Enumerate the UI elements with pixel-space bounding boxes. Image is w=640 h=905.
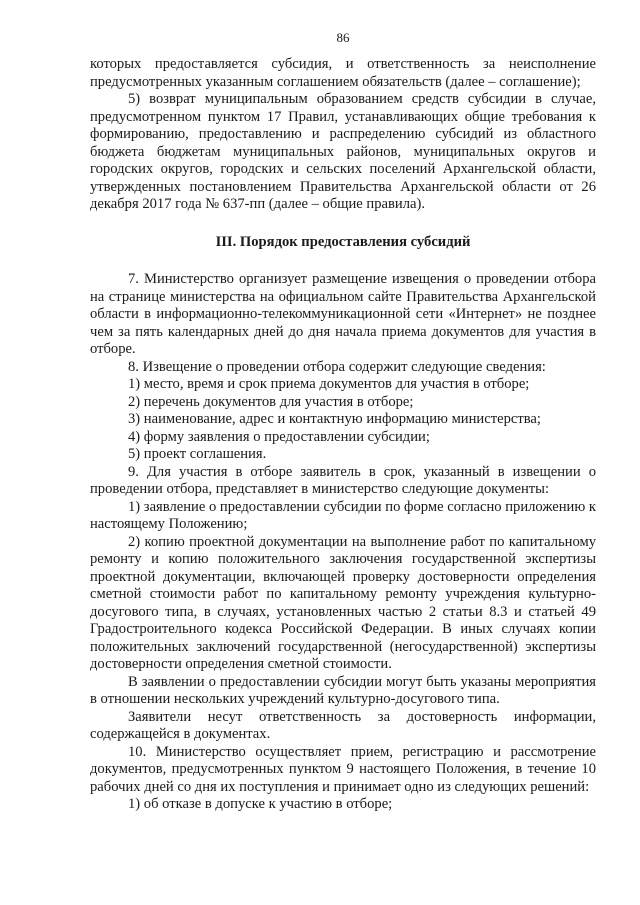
paragraph-10: 10. Министерство осуществляет прием, регистрацию и рассмотрение документов, предусмотренных пунктом 9 настоящего Положения, в течение 10 рабочих дней со дня их поступления и принимает одно из следующих решений: xyxy=(90,743,596,795)
list-item: 1) об отказе в допуске к участию в отборе; xyxy=(128,796,393,812)
paragraph-9-note-2: Заявители несут ответственность за достоверность информации, содержащейся в документах. xyxy=(90,708,596,742)
list-item: 2) копию проектной документации на выполнение работ по капитальному ремонту и копию положительного заключения государственной экспертизы проектной документации, включающей проверку достоверности определения сметной стоимости работ по капитальному ремонту учреждения культурно-досугового типа, в случаях, установленных частью 2 статьи 8.3 и статьей 49 Градостроительного кодекса Российской Федерации. В иных случаях копии положительных заключений государственной (негосударственной) экспертизы достоверности определения сметной стоимости. xyxy=(90,533,596,672)
page-number: 86 xyxy=(336,30,350,45)
list-item: 2) перечень документов для участия в отборе; xyxy=(128,393,414,410)
list-item: 1) заявление о предоставлении субсидии по форме согласно приложению к настоящему Положению; xyxy=(90,498,596,532)
section-heading: III. Порядок предоставления субсидий xyxy=(215,233,471,250)
paragraph-8: 8. Извещение о проведении отбора содержит следующие сведения: xyxy=(128,358,546,375)
paragraph-7: 7. Министерство организует размещение извещения о проведении отбора на странице министерства на официальном сайте Правительства Архангельской области в информационно-телекоммуникационной сети «Интернет» не позднее чем за пять календарных дней до дня начала приема документов для участия в отборе. xyxy=(90,271,596,357)
paragraph-item-5: 5) возврат муниципальным образованием средств субсидии в случае, предусмотренном пунктом 17 Правил, устанавливающих общие требования к формированию, предоставлению и распределению субсидий из областного бюджета бюджетам муниципальных районов, муниципальных округов и городских округов, городских и сельских поселений Архангельской области, утвержденных постановлением Правительства Архангельской области от 26 декабря 2017 года № 637-пп (далее – общие правила). xyxy=(90,91,596,212)
document-page xyxy=(90,30,596,814)
paragraph-continuation: которых предоставляется субсидия, и ответственность за неисполнение предусмотренных указанным соглашением обязательств (далее – соглашение); xyxy=(90,56,596,90)
list-item: 3) наименование, адрес и контактную информацию министерства; xyxy=(128,411,541,427)
list-item: 1) место, время и срок приема документов для участия в отборе; xyxy=(128,376,530,392)
paragraph-9: 9. Для участия в отборе заявитель в срок, указанный в извещении о проведении отбора, представляет в министерство следующие документы: xyxy=(90,463,596,497)
list-item: 4) форму заявления о предоставлении субсидии; xyxy=(128,428,430,445)
list-item: 5) проект соглашения. xyxy=(128,446,267,462)
paragraph-9-note-1: В заявлении о предоставлении субсидии могут быть указаны мероприятия в отношении нескольких учреждений культурно-досугового типа. xyxy=(90,673,596,707)
